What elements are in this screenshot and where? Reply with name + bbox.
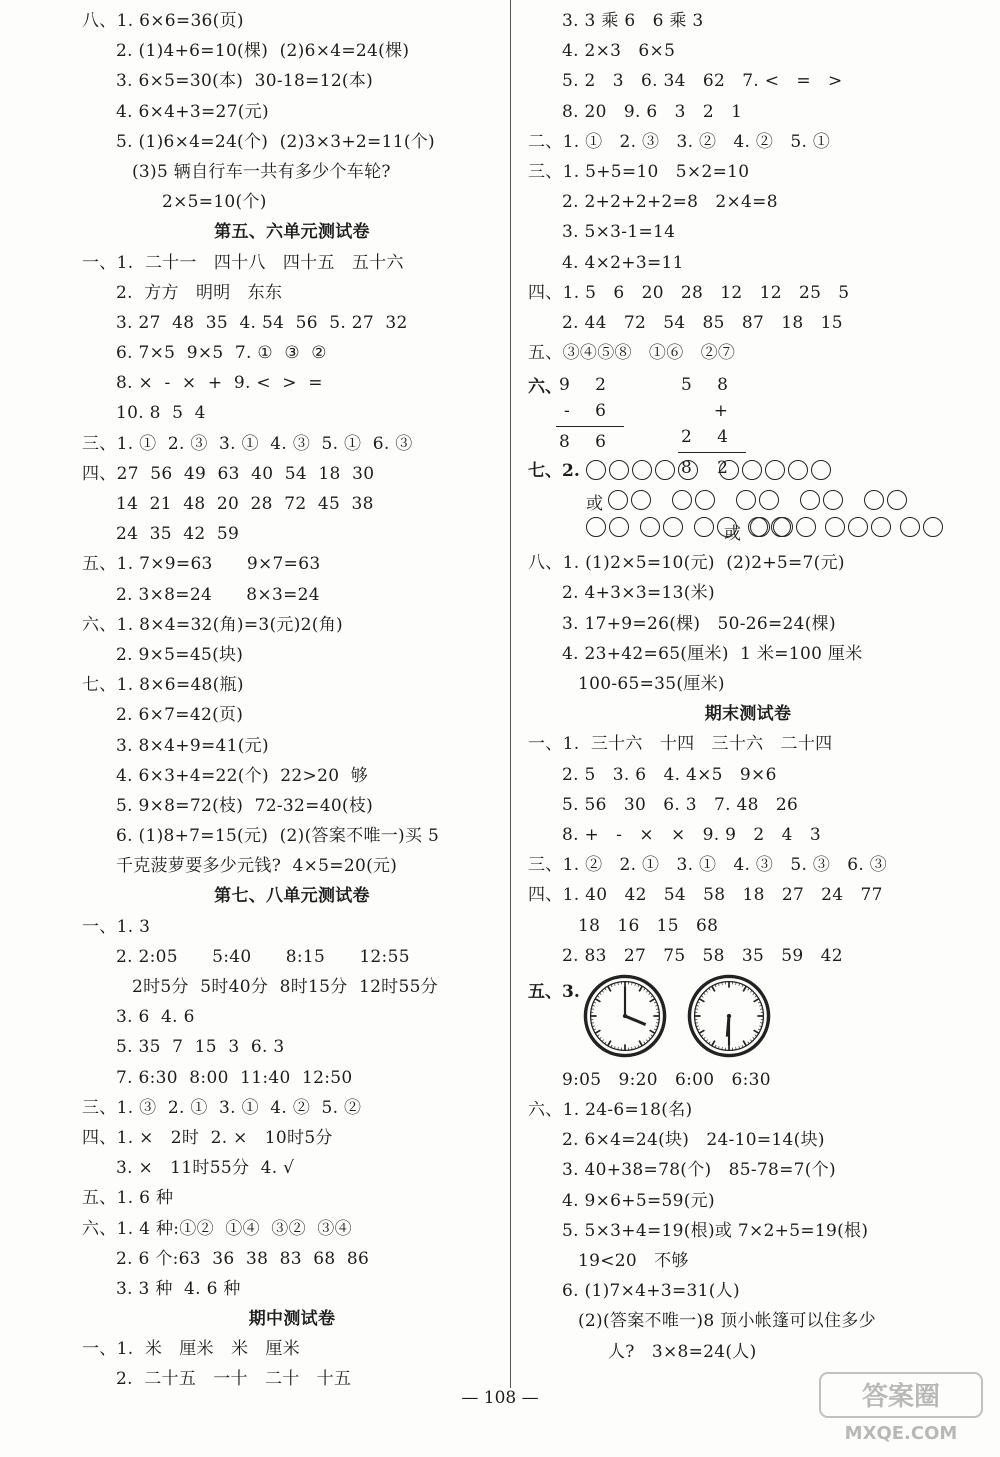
left-line: 3. 27 48 35 4. 54 56 5. 27 32 (116, 312, 408, 333)
left-line: 7. 6:30 8:00 11:40 12:50 (116, 1067, 353, 1088)
right-bottom-line: 2. 6×4=24(块) 24-10=14(块) (562, 1130, 825, 1151)
right-mid-block (528, 548, 968, 971)
vertical-add-top: 5 8 (680, 375, 738, 396)
right-mid-line: 八、1. (1)2×5=10(元) (2)2+5=7(元) (528, 553, 845, 574)
left-line: 4. 6×4+3=27(元) (116, 101, 269, 122)
right-bottom-line: 19<20 不够 (578, 1251, 689, 1271)
left-line: 3. 6×5=30(本) 30-18=12(本) (116, 71, 374, 92)
vertical-label: 六、 (528, 377, 562, 398)
left-line: 五、1. 7×9=63 9×7=63 (82, 554, 321, 575)
left-line: 期中测试卷 (248, 1309, 336, 1330)
right-top-line: 3. 5×3-1=14 (562, 222, 676, 243)
vertical-sub-top: 9 2 (558, 375, 616, 396)
circle-group-tri (750, 516, 946, 537)
right-bottom-line: 4. 9×6+5=59(元) (562, 1190, 715, 1211)
left-line: 一、1. 米 厘米 米 厘米 (82, 1339, 300, 1360)
svg-text:答案圈: 答案圈 (861, 1382, 941, 1412)
right-mid-line: 2. 5 3. 6 4. 4×5 9×6 (562, 764, 777, 785)
left-line: 6. (1)8+7=15(元) (2)(答案不唯一)买 5 (116, 826, 440, 847)
left-line: 2. 6 个:63 36 38 83 68 86 (116, 1248, 370, 1269)
right-mid-line: 期末测试卷 (704, 704, 792, 725)
right-mid-line: 三、1. ② 2. ① 3. ① 4. ③ 5. ③ 6. ③ (528, 855, 888, 876)
right-top-line: 2. 44 72 54 85 87 18 15 (562, 312, 843, 333)
right-mid-line: 2. 4+3×3=13(米) (562, 583, 715, 604)
left-line: 2. 2:05 5:40 8:15 12:55 (116, 946, 410, 967)
left-line: 5. 9×8=72(枝) 72-32=40(枝) (116, 795, 374, 816)
right-top-line: 3. 3 乘 6 6 乘 3 (562, 11, 704, 31)
right-top-line: 4. 2×3 6×5 (562, 41, 676, 62)
right-bottom-line: 人? 3×8=24(人) (608, 1341, 757, 1362)
left-line: 第七、八单元测试卷 (214, 886, 370, 907)
svg-text:MXQE.COM: MXQE.COM (844, 1423, 958, 1444)
right-mid-line: 8. + - × × 9. 9 2 4 3 (562, 824, 821, 845)
left-line: (3)5 辆自行车一共有多少个车轮? (132, 161, 391, 182)
left-line: 2. 方方 明明 东东 (116, 282, 283, 303)
left-line: 一、1. 二十一 四十八 四十五 五十六 (82, 252, 404, 273)
circles-label: 七、2. (528, 461, 580, 482)
column-divider (510, 0, 511, 1388)
left-line: 千克菠萝要多少元钱? 4×5=20(元) (116, 856, 398, 877)
right-top-line: 二、1. ① 2. ③ 3. ② 4. ② 5. ① (528, 131, 831, 152)
left-column (82, 6, 502, 1395)
circle-row-3 (528, 516, 968, 546)
left-line: 六、1. 4 种:①② ①④ ③② ③④ (82, 1218, 352, 1239)
right-mid-line: 四、1. 40 42 54 58 18 27 24 77 (528, 885, 883, 906)
clocks-label: 五、3. (528, 981, 580, 1002)
clock-face-1 (582, 973, 668, 1059)
left-line: 2. 9×5=45(块) (116, 644, 244, 665)
right-bottom-line: 3. 40+38=78(个) 85-78=7(个) (562, 1160, 836, 1181)
left-line: 五、1. 6 种 (82, 1188, 174, 1209)
right-top-line: 2. 2+2+2+2=8 2×4=8 (562, 192, 778, 213)
watermark-logo (816, 1367, 986, 1447)
left-line: 10. 8 5 4 (116, 403, 206, 424)
left-line: 2. 二十五 一十 二十 十五 (116, 1369, 352, 1390)
circle-row-2 (528, 486, 968, 516)
left-line: 2. 6×7=42(页) (116, 705, 244, 726)
left-line: 24 35 42 59 (116, 524, 240, 545)
left-line: 六、1. 8×4=32(角)=3(元)2(角) (82, 614, 343, 635)
left-line: 2. (1)4+6=10(棵) (2)6×4=24(棵) (116, 41, 410, 62)
vertical-add-result: 8 2 (680, 458, 738, 479)
circle-group-2x5 (608, 489, 928, 510)
left-line: 四、27 56 49 63 40 54 18 30 (82, 463, 375, 484)
left-line: 第五、六单元测试卷 (214, 222, 370, 243)
right-top-line: 四、1. 5 6 20 28 12 12 25 5 (528, 282, 850, 303)
right-bottom-block (528, 1065, 968, 1367)
left-line: 三、1. ① 2. ③ 3. ① 4. ③ 5. ① 6. ③ (82, 433, 413, 454)
left-line: 6. 7×5 9×5 7. ① ③ ② (116, 343, 327, 364)
left-line: 2×5=10(个) (162, 192, 267, 213)
page-number: — 108 — (461, 1388, 539, 1408)
right-bottom-line: 六、1. 24-6=18(名) (528, 1100, 693, 1121)
right-mid-line: 一、1. 三十六 十四 三十六 二十四 (528, 734, 833, 755)
right-top-line: 8. 20 9. 6 3 2 1 (562, 101, 743, 122)
clock-face-2 (686, 973, 772, 1059)
circle-group-5x2 (586, 459, 852, 480)
right-column (528, 6, 968, 1367)
vertical-add-mid: + 2 4 (680, 401, 738, 448)
right-top-block (528, 6, 968, 368)
vertical-sub-mid: - 6 (564, 401, 616, 422)
right-bottom-line: 5. 5×3+4=19(根)或 7×2+5=19(根) (562, 1220, 869, 1241)
right-mid-line: 4. 23+42=65(厘米) 1 米=100 厘米 (562, 643, 863, 664)
clock-1-hour-hand (625, 1016, 646, 1025)
left-line: 14 21 48 20 28 72 45 38 (116, 494, 374, 514)
or-text-1: 或 (586, 494, 603, 515)
left-line: 5. (1)6×4=24(个) (2)3×3+2=11(个) (116, 131, 435, 152)
clock-2-hour-hand (727, 1016, 729, 1037)
right-bottom-line: 6. (1)7×4+3=31(人) (562, 1281, 740, 1302)
left-line: 八、1. 6×6=36(页) (82, 11, 244, 31)
right-top-line: 5. 2 3 6. 34 62 7. < = > (562, 71, 843, 92)
left-line: 七、1. 8×6=48(瓶) (82, 675, 244, 696)
vertical-sub-result: 8 6 (558, 432, 616, 453)
left-line: 8. × - × + 9. < > = (116, 373, 323, 394)
left-line: 三、1. ③ 2. ① 3. ① 4. ② 5. ② (82, 1097, 362, 1118)
left-line: 2时5分 5时40分 8时15分 12时55分 (132, 977, 439, 997)
left-line: 一、1. 3 (82, 916, 151, 937)
circle-row-1 (528, 456, 968, 486)
left-line: 3. 3 种 4. 6 种 (116, 1278, 241, 1299)
vertical-sub (556, 372, 616, 455)
right-mid-line: 100-65=35(厘米) (578, 674, 725, 694)
circle-answers (528, 456, 968, 548)
left-line: 3. 6 4. 6 (116, 1007, 195, 1028)
clocks-block (528, 971, 968, 1065)
right-bottom-line: 9:05 9:20 6:00 6:30 (562, 1069, 771, 1090)
left-line: 3. 8×4+9=41(元) (116, 735, 269, 756)
right-top-line: 4. 4×2+3=11 (562, 252, 684, 273)
right-mid-line: 3. 17+9=26(棵) 50-26=24(棵) (562, 613, 836, 634)
left-line: 2. 3×8=24 8×3=24 (116, 584, 320, 605)
or-text-2: 或 (724, 524, 741, 545)
right-top-line: 三、1. 5+5=10 5×2=10 (528, 161, 750, 182)
left-line: 4. 6×3+4=22(个) 22>20 够 (116, 765, 369, 786)
left-line: 3. × 11时55分 4. √ (116, 1158, 295, 1179)
right-bottom-line: (2)(答案不唯一)8 顶小帐篷可以住多少 (578, 1311, 876, 1332)
right-top-line: 五、③④⑤⑧ ①⑥ ②⑦ (528, 343, 736, 364)
right-mid-line: 2. 83 27 75 58 35 59 42 (562, 945, 843, 966)
left-line: 四、1. × 2时 2. × 10时5分 (82, 1127, 333, 1148)
left-line: 5. 35 7 15 3 6. 3 (116, 1037, 285, 1058)
right-mid-line: 18 16 15 68 (578, 915, 719, 936)
right-mid-line: 5. 56 30 6. 3 7. 48 26 (562, 794, 799, 815)
